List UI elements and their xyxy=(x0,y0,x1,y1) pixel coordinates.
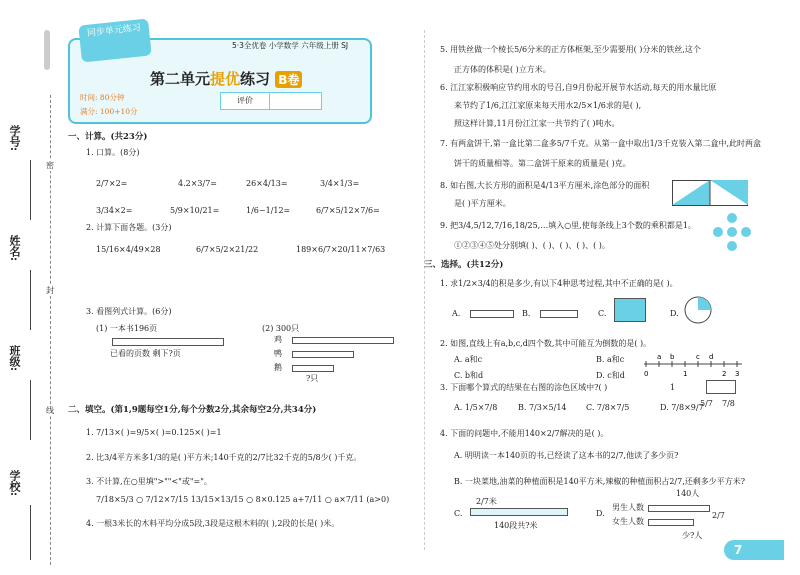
oral-item: 5/9×10/21= xyxy=(170,206,220,215)
choice-q4-optB[interactable]: B. 一块菜地,油菜的种植面积是140平方米,辣椒的种植面积占2/7,还剩多少平方米? xyxy=(454,477,746,486)
figure2-bar xyxy=(292,365,334,372)
choice-q2-optA[interactable]: A. a和c xyxy=(454,355,483,364)
fill-q8-cont: 是( )平方厘米。 xyxy=(454,199,511,208)
choice-q1-optD[interactable]: D. xyxy=(670,309,679,318)
choice-q3-optB[interactable]: B. 7/3×5/14 xyxy=(518,403,567,412)
choice-q1-optA[interactable]: A. xyxy=(452,309,461,318)
full-score: 满分: 100+10分 xyxy=(80,107,138,116)
compute-item: 15/16×4/49×28 xyxy=(96,245,161,254)
book-info: 5·3全优卷 小学数学 六年级上册 SJ xyxy=(232,41,349,50)
choice-q3-optA[interactable]: A. 1/5×7/8 xyxy=(454,403,498,412)
axis-label: 0 xyxy=(644,370,649,378)
title-highlight: 提优 xyxy=(210,70,241,88)
time-limit: 时间: 80分钟 xyxy=(80,93,125,102)
circle-figure xyxy=(684,296,712,324)
oral-item: 4.2×3/7= xyxy=(178,179,218,188)
axis-label: 3 xyxy=(735,370,740,378)
fill-q5-cont: 正方体的体积是( )立方米。 xyxy=(454,65,551,74)
choice-q2: 2. 如图,直线上有a,b,c,d四个数,其中可能互为倒数的是( )。 xyxy=(440,339,652,348)
fill-q9: 9. 把3/4,5/12,7/16,18/25,…填入○里,使每条线上3个数的乘积都是1。 xyxy=(440,221,696,230)
section-calc: 一、计算。(共23分) xyxy=(68,132,148,142)
choice-q1-optB[interactable]: B. xyxy=(522,309,531,318)
student-id-field[interactable] xyxy=(30,160,31,220)
seal-mark: 线 xyxy=(46,406,54,415)
name-label: 姓名: xyxy=(8,235,21,262)
axis-label: 2 xyxy=(722,370,727,378)
figure2-bar xyxy=(292,351,354,358)
fill-q9-cont: ①②③④⑤处分别填( )、( )、( )、( )、( )。 xyxy=(454,241,610,250)
bar-top-label: 2/7米 xyxy=(476,497,497,506)
bar-figure xyxy=(540,310,578,318)
bar-figure xyxy=(648,519,694,526)
score-box xyxy=(220,92,322,110)
oral-item: 3/34×2= xyxy=(96,206,133,215)
compute-item: 189×6/7×20/11×7/63 xyxy=(296,245,386,254)
circle-diagram xyxy=(712,212,752,252)
figure1-labels: 已看的页数 剩下?页 xyxy=(110,349,181,358)
question-figure: 3. 看图列式计算。(6分) xyxy=(86,307,172,316)
name-field[interactable] xyxy=(30,270,31,330)
class-field[interactable] xyxy=(30,380,31,440)
axis-label: b xyxy=(670,353,675,361)
figure2-question: ?只 xyxy=(306,374,319,383)
bar-figure xyxy=(648,505,710,512)
axis-label: 1 xyxy=(683,370,688,378)
fill-q7-cont: 饼干的质量相等。第二盒饼干原来的质量是( )克。 xyxy=(454,159,631,168)
school-field[interactable] xyxy=(30,505,31,560)
fill-q6-cont: 来节约了1/6,江江家原来每天用水2/5×1/6求的是( ), xyxy=(454,101,642,110)
fill-q5: 5. 用铁丝做一个棱长5/6分米的正方体框架,至少需要用( )分米的铁丝,这个 xyxy=(440,45,701,54)
axis-label: a xyxy=(657,353,662,361)
axis-label: c xyxy=(696,353,700,361)
choice-q3: 3. 下面哪个算式的结果在右图的涂色区域中?( ) xyxy=(440,383,608,392)
fill-q3-items: 7/18×5/3 ○ 7/12×7/15 13/15×13/15 ○ 8×0.125 a+7/11 ○ a×7/11 (a>0) xyxy=(96,495,390,504)
axis-label: 7/8 xyxy=(722,399,735,408)
girls-label: 女生人数 xyxy=(612,517,644,526)
compute-item: 6/7×5/2×21/22 xyxy=(196,245,259,254)
choice-q2-optD[interactable]: D. c和d xyxy=(596,371,625,380)
fill-q1: 1. 7/13×( )=9/5×( )=0.125×( )=1 xyxy=(86,428,222,437)
rectangle-diagram xyxy=(672,180,748,206)
fill-q7: 7. 有两盒饼干,第一盒比第二盒多5/7千克。从第一盒中取出1/3千克装入第二盒中,此时两盒 xyxy=(440,139,762,148)
grid-figure xyxy=(614,298,646,322)
section-choice: 三、选择。(共12分) xyxy=(424,260,504,270)
bar-bottom-label: 140段共?米 xyxy=(494,521,538,530)
school-label: 学校: xyxy=(8,470,21,497)
seal-mark: 封 xyxy=(46,286,54,295)
pencil-icon xyxy=(44,30,50,70)
page-number: 7 xyxy=(724,540,784,560)
fill-q8: 8. 如右图,大长方形的面积是4/13平方厘米,涂色部分的面积 xyxy=(440,181,650,190)
axis-label: 1 xyxy=(670,383,676,392)
seal-mark: 密 xyxy=(46,161,54,170)
class-label: 班级: xyxy=(8,345,21,372)
choice-q4: 4. 下面的问题中,不能用140×2/7解决的是( )。 xyxy=(440,429,609,438)
oral-item: 26×4/13= xyxy=(246,179,288,188)
student-id-label: 学号: xyxy=(8,125,21,152)
fill-q3: 3. 不计算,在○里填">""<"或"="。 xyxy=(86,477,212,486)
shaded-region xyxy=(706,380,736,394)
question-oral: 1. 口算。(8分) xyxy=(86,148,140,157)
axis-label: d xyxy=(709,353,714,361)
figure2-duck: 鸭 xyxy=(274,349,282,358)
choice-q3-optD[interactable]: D. 7/8×9/7 xyxy=(660,403,704,412)
oral-item: 2/7×2= xyxy=(96,179,128,188)
choice-q4-optC[interactable]: C. xyxy=(454,509,463,518)
figure2-chicken: 鸡 xyxy=(274,335,282,344)
difference-label: 少?人 xyxy=(682,531,703,540)
page-title xyxy=(150,68,302,89)
oral-item: 3/4×1/3= xyxy=(320,179,360,188)
level-badge: B卷 xyxy=(275,71,302,88)
fill-q4: 4. 一根3米长的木料平均分成5段,3段是这根木料的( ),2段的长是( )米。 xyxy=(86,519,340,528)
figure2-goose: 鹅 xyxy=(274,363,282,372)
bar-top-label: 140人 xyxy=(676,489,700,498)
choice-q4-optD[interactable]: D. xyxy=(596,509,605,518)
choice-q2-optC[interactable]: C. b和d xyxy=(454,371,484,380)
title-suffix: 练习 xyxy=(240,70,271,88)
section-fill: 二、填空。(第1,9题每空1分,每个分数2分,其余每空2分,共34分) xyxy=(68,405,317,415)
fill-q2: 2. 比3/4平方米多1/3的是( )平方米;140千克的2/7比32千克的5/8少( )千克。 xyxy=(86,453,362,462)
score-label: 评价 xyxy=(221,93,270,109)
figure1-title: (1) 一本书196页 xyxy=(96,324,158,333)
figure2-title: (2) 300只 xyxy=(262,324,300,333)
choice-q1-optC[interactable]: C. xyxy=(598,309,607,318)
bar-figure xyxy=(470,310,514,318)
fraction-label: 2/7 xyxy=(712,511,725,520)
fill-q6: 6. 江江家积极响应节约用水的号召,自9月份起开展节水活动,每天的用水量比原 xyxy=(440,83,717,92)
choice-q2-optB[interactable]: B. a和c xyxy=(596,355,625,364)
choice-q4-optA[interactable]: A. 明明读一本140页的书,已经读了这本书的2/7,他读了多少页? xyxy=(454,451,679,460)
question-compute: 2. 计算下面各题。(3分) xyxy=(86,223,172,232)
fill-q6-cont2: 照这样计算,11月份江江家一共节约了( )吨水。 xyxy=(454,119,620,128)
number-line xyxy=(644,352,744,378)
binding-margin xyxy=(0,0,62,575)
column-divider xyxy=(424,30,425,550)
choice-q3-optC[interactable]: C. 7/8×7/5 xyxy=(586,403,630,412)
unit-badge: 同步单元练习 xyxy=(78,18,151,62)
oral-item: 6/7×5/12×7/6= xyxy=(316,206,380,215)
axis-label: 5/7 xyxy=(700,399,713,408)
bar-figure xyxy=(470,508,568,516)
figure1-bar xyxy=(112,338,224,346)
choice-q1: 1. 求1/2×3/4的积是多少,有以下4种思考过程,其中不正确的是( )。 xyxy=(440,279,678,288)
title-prefix: 第二单元 xyxy=(150,70,211,88)
figure2-bar xyxy=(292,337,394,344)
boys-label: 男生人数 xyxy=(612,503,644,512)
oral-item: 1/6−1/12= xyxy=(246,206,291,215)
